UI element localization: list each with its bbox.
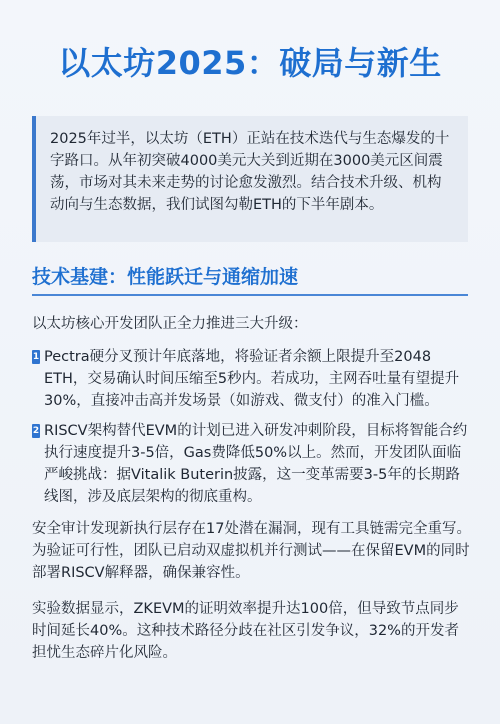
list-item-1: [32, 346, 472, 412]
paragraph-audit: 安全审计发现新执行层存在17处潜在漏洞，现有工具链需完全重写。为验证可行性，团队已启动双虚拟机并行测试——在保留EVM的同时部署RISCV解释器，确保兼容性。: [32, 521, 471, 581]
section-divider: [32, 294, 468, 296]
intro-box: 2025年过半，以太坊（ETH）正站在技术迭代与生态爆发的十字路口。从年初突破4000美元大关到近期在3000美元区间震荡，市场对其未来走势的讨论愈发激烈。结合技术升级、机构动向与生态数据，我们试图勾勒ETH的下半年剧本。: [32, 116, 468, 242]
list-item-text: RISCV架构替代EVM的计划已进入研发冲刺阶段，目标将智能合约执行速度提升3-5倍，Gas费降低50%以上。然而，开发团队面临严峻挑战：据Vitalik Buterin披露，这一变革需要3-5年的长期路线图，涉及底层架构的彻底重构。: [44, 423, 468, 505]
number-badge-1: 1: [32, 352, 40, 362]
number-badge-2: 2: [32, 426, 40, 436]
page-title: 以太坊2025：破局与新生: [58, 44, 442, 82]
list-item-2: [32, 420, 472, 508]
list-item-text: Pectra硬分叉预计年底落地，将验证者余额上限提升至2048 ETH，交易确认时间压缩至5秒内。若成功，主网吞吐量有望提升30%，直接冲击高并发场景（如游戏、微支付）的准入门槛。: [44, 349, 460, 409]
paragraph-zkevm: 实验数据显示，ZKEVM的证明效率提升达100倍，但导致节点同步时间延长40%。这种技术路径分歧在社区引发争议，32%的开发者担忧生态碎片化风险。: [32, 601, 459, 661]
section-title: 技术基建：性能跃迁与通缩加速: [32, 266, 299, 288]
section-lead: 以太坊核心开发团队正全力推进三大升级：: [32, 316, 308, 332]
